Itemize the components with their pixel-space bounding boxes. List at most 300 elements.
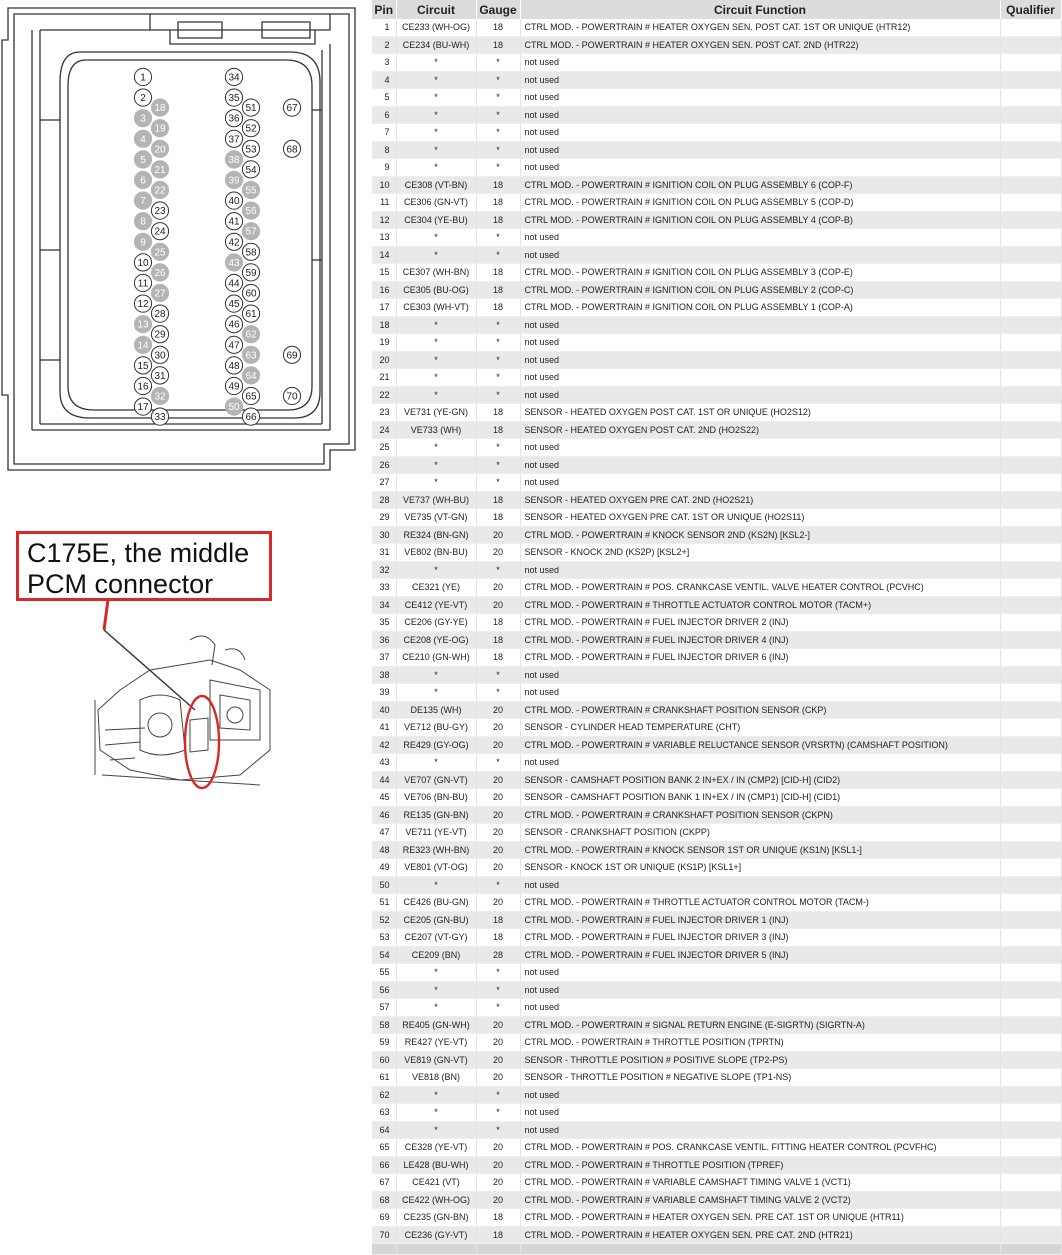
pin-cell: 20	[372, 351, 396, 369]
pin-cell: 14	[372, 246, 396, 264]
pin-cell: 3	[372, 54, 396, 72]
connector-pin	[225, 89, 242, 106]
qualifier-cell	[1000, 229, 1061, 247]
circuit-function-cell: not used	[520, 106, 1000, 124]
qualifier-cell	[1000, 1139, 1061, 1157]
circuit-function-cell: not used	[520, 456, 1000, 474]
table-row	[372, 211, 1061, 229]
circuit-function-cell: not used	[520, 684, 1000, 702]
gauge-cell: 20	[476, 1051, 520, 1069]
pin-cell: 42	[372, 736, 396, 754]
pin-cell: 53	[372, 929, 396, 947]
connector-pin	[225, 110, 242, 127]
qualifier-cell	[1000, 456, 1061, 474]
circuit-function-cell: not used	[520, 666, 1000, 684]
circuit-cell: CE422 (WH-OG)	[396, 1191, 476, 1209]
pin-cell: 19	[372, 334, 396, 352]
gauge-cell: 18	[476, 1209, 520, 1227]
table-row	[372, 911, 1061, 929]
qualifier-cell	[1000, 404, 1061, 422]
circuit-function-cell: not used	[520, 561, 1000, 579]
table-row	[372, 1209, 1061, 1227]
pin-cell: 9	[372, 159, 396, 177]
connector-pin	[151, 367, 168, 384]
table-row	[372, 106, 1061, 124]
connector-pin	[134, 213, 151, 230]
gauge-cell: 28	[476, 946, 520, 964]
pin-cell: 24	[372, 421, 396, 439]
qualifier-cell	[1000, 719, 1061, 737]
table-row	[372, 1051, 1061, 1069]
connector-pin	[134, 89, 151, 106]
circuit-function-cell: not used	[520, 246, 1000, 264]
connector-pin	[225, 398, 242, 415]
pin-cell: 62	[372, 1086, 396, 1104]
gauge-cell: 20	[476, 789, 520, 807]
pin-number-label: 36	[228, 113, 240, 125]
pin-number-label: 60	[245, 288, 257, 300]
connector-pin	[134, 398, 151, 415]
qualifier-cell	[1000, 509, 1061, 527]
circuit-cell: *	[396, 386, 476, 404]
circuit-cell: CE236 (GY-VT)	[396, 1226, 476, 1244]
pin-cell: 2	[372, 36, 396, 54]
gauge-cell: 20	[476, 719, 520, 737]
circuit-cell: *	[396, 456, 476, 474]
gauge-cell: *	[476, 1086, 520, 1104]
table-row	[372, 981, 1061, 999]
circuit-cell: *	[396, 981, 476, 999]
circuit-function-cell: not used	[520, 351, 1000, 369]
connector-pin	[242, 408, 259, 425]
circuit-function-cell: CTRL MOD. - POWERTRAIN # THROTTLE ACTUATOR CONTROL MOTOR (TACM+)	[520, 596, 1000, 614]
table-row	[372, 929, 1061, 947]
qualifier-cell	[1000, 264, 1061, 282]
pin-cell: 13	[372, 229, 396, 247]
circuit-cell: CE421 (VT)	[396, 1174, 476, 1192]
circuit-cell: *	[396, 1086, 476, 1104]
footer-cell	[476, 1244, 520, 1255]
circuit-cell: *	[396, 106, 476, 124]
header-pin: Pin	[372, 0, 396, 19]
circuit-cell: *	[396, 54, 476, 72]
pin-cell: 60	[372, 1051, 396, 1069]
circuit-function-cell: CTRL MOD. - POWERTRAIN # VARIABLE RELUCTANCE SENSOR (VRSRTN) (CAMSHAFT POSITION)	[520, 736, 1000, 754]
qualifier-cell	[1000, 1156, 1061, 1174]
circuit-function-cell: SENSOR - THROTTLE POSITION # NEGATIVE SLOPE (TP1-NS)	[520, 1069, 1000, 1087]
qualifier-cell	[1000, 701, 1061, 719]
pin-cell: 61	[372, 1069, 396, 1087]
qualifier-cell	[1000, 841, 1061, 859]
circuit-function-cell: SENSOR - THROTTLE POSITION # POSITIVE SLOPE (TP2-PS)	[520, 1051, 1000, 1069]
table-row	[372, 719, 1061, 737]
pin-number-label: 6	[140, 175, 146, 187]
table-row	[372, 71, 1061, 89]
pin-cell: 63	[372, 1104, 396, 1122]
qualifier-cell	[1000, 999, 1061, 1017]
pin-number-label: 53	[245, 144, 257, 156]
pin-number-label: 3	[140, 113, 146, 125]
table-row	[372, 1069, 1061, 1087]
circuit-cell: *	[396, 141, 476, 159]
table-row	[372, 159, 1061, 177]
connector-pin	[225, 336, 242, 353]
gauge-cell: 18	[476, 264, 520, 282]
pin-number-label: 47	[228, 340, 240, 352]
connector-pin	[151, 140, 168, 157]
circuit-function-cell: CTRL MOD. - POWERTRAIN # KNOCK SENSOR 1ST OR UNIQUE (KS1N) [KSL1-]	[520, 841, 1000, 859]
gauge-cell: 18	[476, 299, 520, 317]
pin-cell: 34	[372, 596, 396, 614]
pin-cell: 29	[372, 509, 396, 527]
pin-number-label: 10	[137, 257, 149, 269]
circuit-function-cell: not used	[520, 754, 1000, 772]
connector-pin	[134, 192, 151, 209]
engine-location-sketch	[90, 600, 280, 800]
pin-cell: 7	[372, 124, 396, 142]
circuit-function-cell: CTRL MOD. - POWERTRAIN # POS. CRANKCASE VENTIL. VALVE HEATER CONTROL (PCVHC)	[520, 579, 1000, 597]
table-row	[372, 19, 1061, 36]
header-qualifier: Qualifier	[1000, 0, 1061, 19]
qualifier-cell	[1000, 421, 1061, 439]
pin-number-label: 13	[137, 319, 149, 331]
circuit-cell: *	[396, 229, 476, 247]
pin-number-label: 4	[140, 134, 146, 146]
pin-cell: 26	[372, 456, 396, 474]
pin-cell: 50	[372, 876, 396, 894]
table-row	[372, 124, 1061, 142]
qualifier-cell	[1000, 1086, 1061, 1104]
connector-pin	[134, 110, 151, 127]
circuit-cell: *	[396, 876, 476, 894]
connector-pin	[151, 326, 168, 343]
callout-line-1: C175E, the middle	[27, 538, 250, 568]
connector-pin	[151, 387, 168, 404]
table-row	[372, 789, 1061, 807]
circuit-function-cell: not used	[520, 999, 1000, 1017]
circuit-function-cell: CTRL MOD. - POWERTRAIN # THROTTLE POSITION (TPREF)	[520, 1156, 1000, 1174]
circuit-cell: RE429 (GY-OG)	[396, 736, 476, 754]
table-row	[372, 1174, 1061, 1192]
qualifier-cell	[1000, 1226, 1061, 1244]
gauge-cell: *	[476, 981, 520, 999]
circuit-function-cell: CTRL MOD. - POWERTRAIN # FUEL INJECTOR DRIVER 5 (INJ)	[520, 946, 1000, 964]
pin-cell: 67	[372, 1174, 396, 1192]
circuit-function-cell: CTRL MOD. - POWERTRAIN # IGNITION COIL ON PLUG ASSEMBLY 5 (COP-D)	[520, 194, 1000, 212]
qualifier-cell	[1000, 526, 1061, 544]
connector-pin	[134, 336, 151, 353]
pin-number-label: 49	[228, 381, 240, 393]
pin-cell: 57	[372, 999, 396, 1017]
header-circuit-function: Circuit Function	[520, 0, 1000, 19]
pin-cell: 70	[372, 1226, 396, 1244]
gauge-cell: 20	[476, 1174, 520, 1192]
pin-cell: 36	[372, 631, 396, 649]
connector-pin	[151, 202, 168, 219]
pin-cell: 37	[372, 649, 396, 667]
qualifier-cell	[1000, 194, 1061, 212]
pin-number-label: 41	[228, 216, 240, 228]
table-row	[372, 1034, 1061, 1052]
pin-number-label: 35	[228, 93, 240, 105]
table-row	[372, 754, 1061, 772]
gauge-cell: 18	[476, 211, 520, 229]
gauge-cell: *	[476, 1104, 520, 1122]
pin-number-label: 32	[154, 391, 166, 403]
connector-pin	[151, 223, 168, 240]
connector-pin	[283, 99, 300, 116]
circuit-cell: VE711 (YE-VT)	[396, 824, 476, 842]
qualifier-cell	[1000, 299, 1061, 317]
gauge-cell: *	[476, 999, 520, 1017]
table-row	[372, 894, 1061, 912]
qualifier-cell	[1000, 54, 1061, 72]
circuit-function-cell: SENSOR - KNOCK 1ST OR UNIQUE (KS1P) [KSL1+]	[520, 859, 1000, 877]
connector-pin	[242, 99, 259, 116]
pin-number-label: 17	[137, 402, 149, 414]
circuit-function-cell: CTRL MOD. - POWERTRAIN # KNOCK SENSOR 2ND (KS2N) [KSL2-]	[520, 526, 1000, 544]
qualifier-cell	[1000, 1034, 1061, 1052]
table-row	[372, 1139, 1061, 1157]
table-row	[372, 264, 1061, 282]
pin-cell: 64	[372, 1121, 396, 1139]
gauge-cell: 20	[476, 841, 520, 859]
footer-cell	[372, 1244, 396, 1255]
circuit-cell: CE207 (VT-GY)	[396, 929, 476, 947]
gauge-cell: *	[476, 334, 520, 352]
table-row	[372, 1104, 1061, 1122]
qualifier-cell	[1000, 684, 1061, 702]
circuit-cell: CE206 (GY-YE)	[396, 614, 476, 632]
table-row	[372, 859, 1061, 877]
connector-pin	[151, 243, 168, 260]
circuit-function-cell: not used	[520, 386, 1000, 404]
pin-number-label: 8	[140, 216, 146, 228]
circuit-function-cell: SENSOR - HEATED OXYGEN PRE CAT. 1ST OR UNIQUE (HO2S11)	[520, 509, 1000, 527]
pin-number-label: 50	[228, 402, 240, 414]
table-row	[372, 631, 1061, 649]
circuit-function-cell: CTRL MOD. - POWERTRAIN # THROTTLE POSITION (TPRTN)	[520, 1034, 1000, 1052]
circuit-function-cell: SENSOR - CAMSHAFT POSITION BANK 2 IN+EX / IN (CMP2) [CID-H] (CID2)	[520, 771, 1000, 789]
pin-cell: 66	[372, 1156, 396, 1174]
connector-pin	[225, 171, 242, 188]
connector-pin	[134, 68, 151, 85]
circuit-function-cell: CTRL MOD. - POWERTRAIN # FUEL INJECTOR DRIVER 1 (INJ)	[520, 911, 1000, 929]
gauge-cell: *	[476, 316, 520, 334]
qualifier-cell	[1000, 369, 1061, 387]
circuit-cell: *	[396, 474, 476, 492]
gauge-cell: 20	[476, 859, 520, 877]
gauge-cell: 20	[476, 894, 520, 912]
circuit-cell: *	[396, 1104, 476, 1122]
table-footer-row	[372, 1244, 1061, 1255]
qualifier-cell	[1000, 316, 1061, 334]
circuit-function-cell: not used	[520, 439, 1000, 457]
connector-pin	[151, 99, 168, 116]
gauge-cell: 20	[476, 771, 520, 789]
pin-number-label: 23	[154, 206, 166, 218]
circuit-function-cell: CTRL MOD. - POWERTRAIN # FUEL INJECTOR DRIVER 6 (INJ)	[520, 649, 1000, 667]
circuit-cell: CE308 (VT-BN)	[396, 176, 476, 194]
gauge-cell: 18	[476, 911, 520, 929]
circuit-cell: *	[396, 334, 476, 352]
qualifier-cell	[1000, 176, 1061, 194]
qualifier-cell	[1000, 649, 1061, 667]
circuit-function-cell: CTRL MOD. - POWERTRAIN # CRANKSHAFT POSITION SENSOR (CKPN)	[520, 806, 1000, 824]
table-row	[372, 439, 1061, 457]
connector-pin	[134, 316, 151, 333]
pin-number-label: 69	[286, 350, 298, 362]
circuit-function-cell: CTRL MOD. - POWERTRAIN # THROTTLE ACTUATOR CONTROL MOTOR (TACM-)	[520, 894, 1000, 912]
gauge-cell: 18	[476, 614, 520, 632]
qualifier-cell	[1000, 561, 1061, 579]
qualifier-cell	[1000, 124, 1061, 142]
connector-pin	[283, 346, 300, 363]
table-row	[372, 964, 1061, 982]
qualifier-cell	[1000, 911, 1061, 929]
circuit-cell: DE135 (WH)	[396, 701, 476, 719]
qualifier-cell	[1000, 929, 1061, 947]
pin-cell: 56	[372, 981, 396, 999]
pin-cell: 55	[372, 964, 396, 982]
pin-cell: 12	[372, 211, 396, 229]
qualifier-cell	[1000, 439, 1061, 457]
table-row	[372, 579, 1061, 597]
gauge-cell: 20	[476, 824, 520, 842]
qualifier-cell	[1000, 1104, 1061, 1122]
qualifier-cell	[1000, 334, 1061, 352]
pin-cell: 69	[372, 1209, 396, 1227]
table-row	[372, 1191, 1061, 1209]
pin-number-label: 45	[228, 299, 240, 311]
pin-cell: 41	[372, 719, 396, 737]
pin-number-label: 68	[286, 144, 298, 156]
gauge-cell: 20	[476, 526, 520, 544]
pin-cell: 68	[372, 1191, 396, 1209]
circuit-function-cell: SENSOR - KNOCK 2ND (KS2P) [KSL2+]	[520, 544, 1000, 562]
table-row	[372, 841, 1061, 859]
pin-number-label: 38	[228, 154, 240, 166]
pin-cell: 6	[372, 106, 396, 124]
connector-pin	[134, 295, 151, 312]
circuit-cell: RE405 (GN-WH)	[396, 1016, 476, 1034]
pin-cell: 23	[372, 404, 396, 422]
pin-cell: 59	[372, 1034, 396, 1052]
header-circuit: Circuit	[396, 0, 476, 19]
qualifier-cell	[1000, 71, 1061, 89]
pin-number-label: 56	[245, 206, 257, 218]
circuit-function-cell: CTRL MOD. - POWERTRAIN # IGNITION COIL ON PLUG ASSEMBLY 6 (COP-F)	[520, 176, 1000, 194]
pin-cell: 46	[372, 806, 396, 824]
pin-cell: 32	[372, 561, 396, 579]
pin-number-label: 19	[154, 123, 166, 135]
gauge-cell: *	[476, 439, 520, 457]
table-row	[372, 614, 1061, 632]
qualifier-cell	[1000, 141, 1061, 159]
qualifier-cell	[1000, 579, 1061, 597]
qualifier-cell	[1000, 1121, 1061, 1139]
connector-pin	[151, 161, 168, 178]
qualifier-cell	[1000, 946, 1061, 964]
pin-cell: 11	[372, 194, 396, 212]
table-row	[372, 54, 1061, 72]
gauge-cell: *	[476, 159, 520, 177]
connector-pin	[242, 305, 259, 322]
circuit-cell: CE305 (BU-OG)	[396, 281, 476, 299]
gauge-cell: *	[476, 561, 520, 579]
connector-face-diagram	[0, 0, 362, 480]
connector-pin	[242, 367, 259, 384]
connector-pin	[225, 295, 242, 312]
table-row	[372, 421, 1061, 439]
pin-number-label: 66	[245, 412, 257, 424]
circuit-function-cell: not used	[520, 229, 1000, 247]
pin-number-label: 58	[245, 247, 257, 259]
table-row	[372, 649, 1061, 667]
gauge-cell: *	[476, 386, 520, 404]
table-row	[372, 544, 1061, 562]
gauge-cell: *	[476, 229, 520, 247]
pin-cell: 15	[372, 264, 396, 282]
connector-pin	[151, 181, 168, 198]
circuit-function-cell: not used	[520, 369, 1000, 387]
gauge-cell: *	[476, 54, 520, 72]
table-row	[372, 351, 1061, 369]
table-row	[372, 404, 1061, 422]
connector-pin	[242, 387, 259, 404]
circuit-cell: CE412 (YE-VT)	[396, 596, 476, 614]
circuit-function-cell: SENSOR - CYLINDER HEAD TEMPERATURE (CHT)	[520, 719, 1000, 737]
connector-pin	[225, 130, 242, 147]
circuit-cell: *	[396, 89, 476, 107]
table-row	[372, 806, 1061, 824]
table-row	[372, 561, 1061, 579]
gauge-cell: *	[476, 106, 520, 124]
circuit-function-cell: CTRL MOD. - POWERTRAIN # HEATER OXYGEN SEN. POST CAT. 2ND (HTR22)	[520, 36, 1000, 54]
pin-number-label: 65	[245, 391, 257, 403]
gauge-cell: *	[476, 1121, 520, 1139]
gauge-cell: 20	[476, 701, 520, 719]
pin-number-label: 16	[137, 381, 149, 393]
table-row	[372, 596, 1061, 614]
pin-number-label: 1	[140, 72, 146, 84]
gauge-cell: 20	[476, 1156, 520, 1174]
pin-number-label: 40	[228, 196, 240, 208]
circuit-cell: CE321 (YE)	[396, 579, 476, 597]
circuit-cell: CE328 (YE-VT)	[396, 1139, 476, 1157]
qualifier-cell	[1000, 1069, 1061, 1087]
pin-number-label: 24	[154, 226, 166, 238]
pin-number-label: 51	[245, 103, 257, 115]
pin-number-label: 5	[140, 154, 146, 166]
pin-number-label: 46	[228, 319, 240, 331]
qualifier-cell	[1000, 771, 1061, 789]
gauge-cell: 20	[476, 736, 520, 754]
gauge-cell: *	[476, 89, 520, 107]
connector-pin	[242, 346, 259, 363]
gauge-cell: 18	[476, 36, 520, 54]
circuit-cell: *	[396, 351, 476, 369]
table-row	[372, 456, 1061, 474]
gauge-cell: 18	[476, 421, 520, 439]
pin-number-label: 70	[286, 391, 298, 403]
circuit-cell: *	[396, 964, 476, 982]
pin-cell: 17	[372, 299, 396, 317]
circuit-function-cell: not used	[520, 159, 1000, 177]
pin-number-label: 37	[228, 134, 240, 146]
connector-pin	[134, 233, 151, 250]
qualifier-cell	[1000, 281, 1061, 299]
